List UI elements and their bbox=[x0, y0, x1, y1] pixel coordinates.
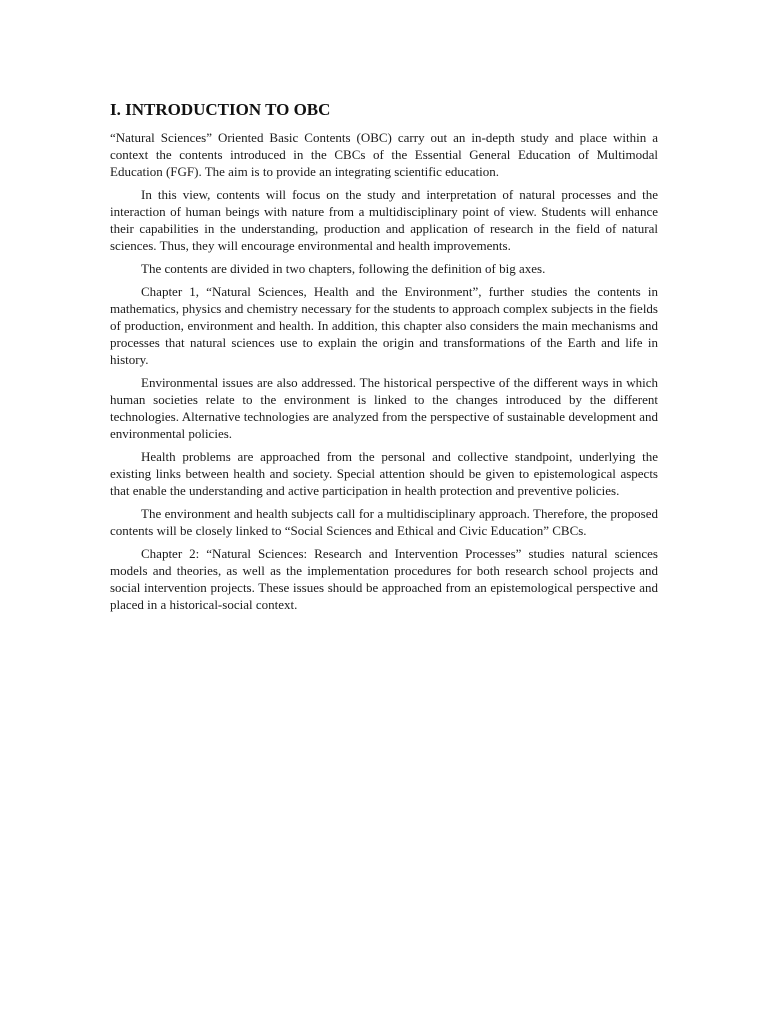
paragraph-health-problems: Health problems are approached from the personal and collective standpoint, underlying the existing links between health and society. Special attention should be given to epistemological aspects that enable the understanding and active participation in health protection and preventive policies. bbox=[110, 449, 658, 498]
paragraph-obc-definition: “Natural Sciences” Oriented Basic Contents (OBC) carry out an in-depth study and place within a context the contents introduced in the CBCs of the Essential General Education of Multimodal Education (FGF). The aim is to provide an integrating scientific education. bbox=[110, 130, 658, 179]
document-body bbox=[110, 100, 658, 619]
paragraph-contents-focus: In this view, contents will focus on the study and interpretation of natural processes and the interaction of human beings with nature from a multidisciplinary point of view. Students will enhance their capabilities in the understanding, production and application of research in the field of natural sciences. Thus, they will encourage environmental and health improvements. bbox=[110, 187, 658, 253]
paragraph-multidisciplinary-approach: The environment and health subjects call for a multidisciplinary approach. Therefore, the proposed contents will be closely linked to “Social Sciences and Ethical and Civic Education” CBCs. bbox=[110, 506, 658, 538]
section-heading: I. INTRODUCTION TO OBC bbox=[110, 100, 331, 119]
paragraph-chapter-1: Chapter 1, “Natural Sciences, Health and the Environment”, further studies the contents in mathematics, physics and chemistry necessary for the students to approach complex subjects in the fields of production, environment and health. In addition, this chapter also considers the main mechanisms and processes that natural sciences use to explain the origin and transformations of the Earth and life in history. bbox=[110, 284, 658, 367]
paragraph-chapters-division: The contents are divided in two chapters, following the definition of big axes. bbox=[141, 261, 546, 276]
paragraph-environmental-issues: Environmental issues are also addressed. The historical perspective of the different ways in which human societies relate to the environment is linked to the changes introduced by the different technologies. Alternative technologies are analyzed from the perspective of sustainable development and environmental policies. bbox=[110, 375, 658, 441]
paragraph-chapter-2: Chapter 2: “Natural Sciences: Research and Intervention Processes” studies natural sciences models and theories, as well as the implementation procedures for both research school projects and social intervention projects. These issues should be approached from an epistemological perspective and placed in a historical-social context. bbox=[110, 546, 658, 612]
